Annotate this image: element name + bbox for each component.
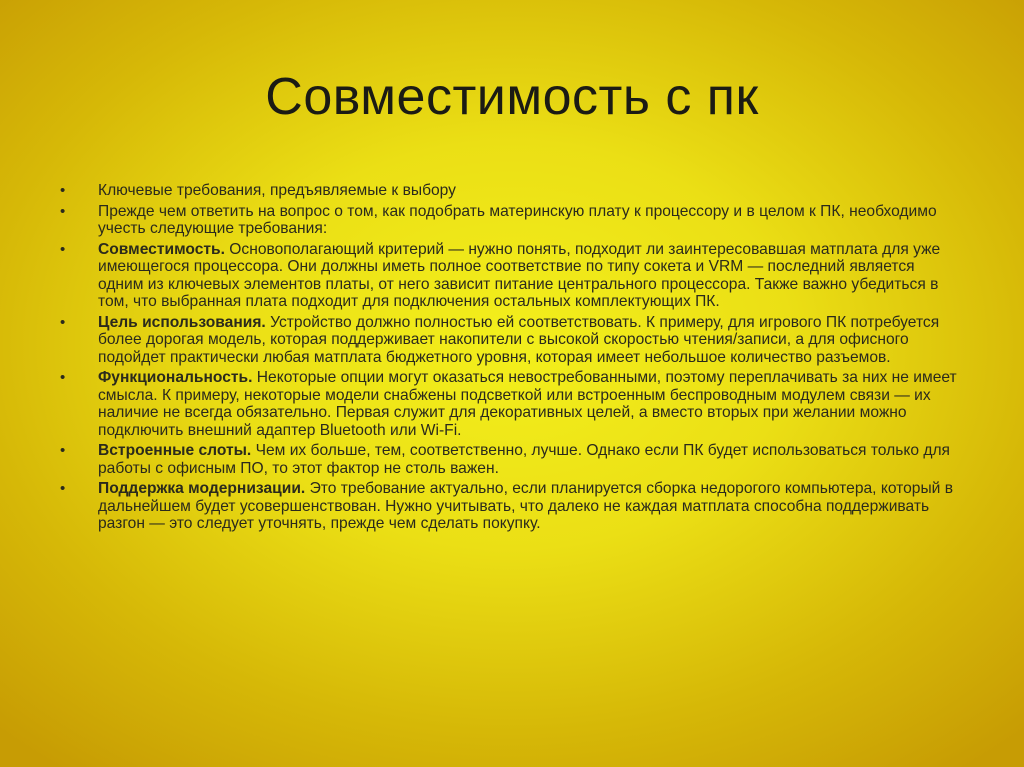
- bullet-dot-icon: •: [60, 182, 66, 199]
- bullet-text: Устройство должно полностью ей соответствовать. К примеру, для игрового ПК потребуется более дорогая модель, которая поддерживает накопители с высокой скоростью чтения/записи, а для офисного подойдет практически любая матплата бюджетного уровня, которая имеет небольшое количество разъемов.: [98, 313, 940, 366]
- bullet-item-before-answer: [60, 203, 960, 238]
- bullet-lead: Совместимость.: [98, 240, 225, 258]
- bullet-dot-icon: •: [60, 202, 66, 220]
- bullet-lead: Поддержка модернизации.: [98, 480, 306, 497]
- bullet-item-requirements-intro: [60, 182, 960, 200]
- bullet-dot-icon: •: [60, 369, 66, 386]
- bullet-text: Некоторые опции могут оказаться невостребованными, поэтому переплачивать за них не имеет смысла. К примеру, некоторые модели снабжены подсветкой или встроенным беспроводным модулем связи — их наличие не всегда обязательно. Первая служит для декоративных целей, а вместо вторых при желании можно подключить внешний адаптер Bluetooth или Wi-Fi.: [98, 369, 957, 439]
- bullet-item-compatibility: [60, 241, 960, 311]
- bullet-text: Ключевые требования, предъявляемые к выбору: [98, 182, 456, 199]
- bullet-dot-icon: •: [60, 442, 66, 459]
- bullet-lead: Цель использования.: [98, 313, 266, 331]
- bullet-dot-icon: •: [60, 240, 66, 258]
- bullet-dot-icon: •: [60, 313, 66, 331]
- bullet-text: Это требование актуально, если планируется сборка недорогого компьютера, который в дальнейшем будет усовершенствован. Нужно учитывать, что далеко не каждая матплата способна поддерживать разгон — это следует уточнять, прежде чем сделать покупку.: [98, 480, 954, 532]
- bullet-item-functionality: [60, 369, 960, 439]
- bullet-text: Прежде чем ответить на вопрос о том, как подобрать материнскую плату к процессору и в целом к ПК, необходимо учесть следующие требования:: [98, 202, 937, 237]
- bullet-lead: Функциональность.: [98, 369, 253, 386]
- bullet-lead: Встроенные слоты.: [98, 442, 252, 459]
- bullet-text: Основополагающий критерий — нужно понять, подходит ли заинтересовавшая матплата для уже имеющегося процессора. Они должны иметь полное соответствие по типу сокета и VRM — последний является одним из ключевых элементов платы, от него зависит питание центрального процессора. Также важно убедиться в том, что выбранная плата подходит для подключения остальных комплектующих ПК.: [98, 240, 941, 310]
- bullet-dot-icon: •: [60, 480, 66, 497]
- bullet-item-upgrade-support: [60, 480, 960, 533]
- bullet-item-built-in-slots: [60, 442, 960, 477]
- bullet-list: [60, 182, 960, 536]
- slide-title: Совместимость с пк: [265, 68, 759, 126]
- bullet-text: Чем их больше, тем, соответственно, лучше. Однако если ПК будет использоваться только для работы с офисным ПО, то этот фактор не столь важен.: [98, 442, 950, 477]
- bullet-item-usage-purpose: [60, 314, 960, 367]
